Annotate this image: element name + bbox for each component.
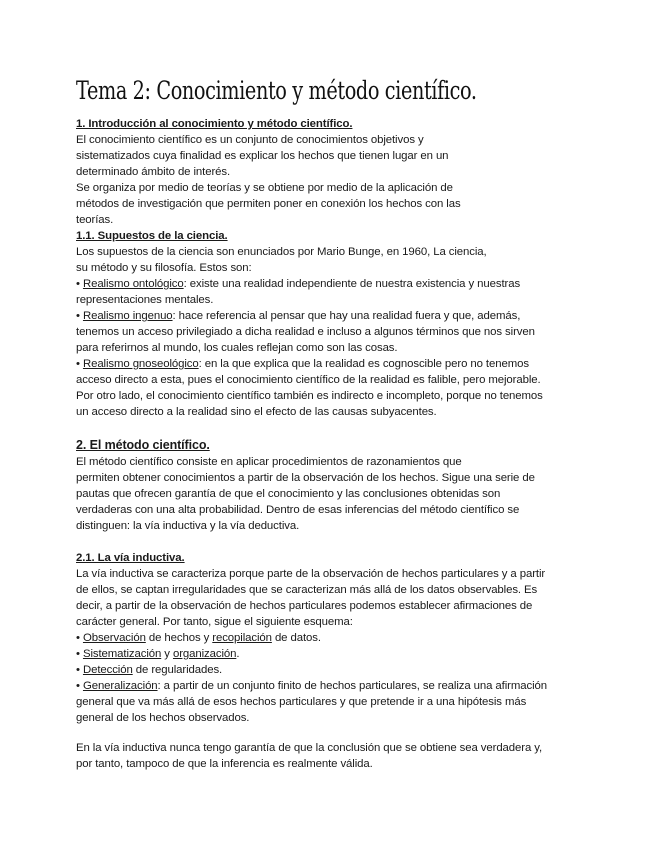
term-deteccion: Detección <box>82 664 133 676</box>
bullet-observacion: • Observación de hechos y recopilación de datos. <box>76 632 321 644</box>
term-realismo-ontologico: Realismo ontológico <box>82 278 184 290</box>
term-generalizacion: Generalización <box>82 680 158 692</box>
paragraph-line: pautas que ofrecen garantía de que el conocimiento y las conclusiones obtenidas son <box>76 488 501 500</box>
spacer <box>76 726 576 740</box>
bullet-marker: • <box>76 358 83 370</box>
paragraph-line: su método y su filosofía. Estos son: <box>76 262 252 274</box>
section-1-heading: 1. Introducción al conocimiento y método científico. <box>76 118 353 130</box>
paragraph-line: El método científico consiste en aplicar procedimientos de razonamientos que <box>76 456 462 468</box>
bullet-marker: • <box>76 680 83 692</box>
paragraph-line: de ellos, se captan irregularidades que se caracterizan más allá de los datos observables. Es <box>76 584 538 596</box>
paragraph-line: En la vía inductiva nunca tengo garantía de que la conclusión que se obtiene sea verdadera y, <box>76 742 543 754</box>
bullet-marker: • <box>76 664 83 676</box>
paragraph-line: un acceso directo a la realidad sino el efecto de las causas subyacentes. <box>76 406 437 418</box>
paragraph-line: sistematizados cuya finalidad es explicar los hechos que tienen lugar en un <box>76 150 449 162</box>
paragraph-line: carácter general. Por tanto, sigue el siguiente esquema: <box>76 616 353 628</box>
term-observacion: Observación <box>82 632 146 644</box>
section-2-heading: 2. El método científico. <box>76 438 210 452</box>
paragraph-line: tenemos un acceso privilegiado a dicha realidad e incluso a algunos términos que nos sirven <box>76 326 535 338</box>
spacer <box>76 534 576 550</box>
bullet-sistematizacion: • Sistematización y organización. <box>76 648 240 660</box>
term-realismo-gnoseologico: Realismo gnoseológico <box>82 358 199 370</box>
term-realismo-ingenuo: Realismo ingenuo <box>82 310 173 322</box>
document-body <box>76 116 576 772</box>
bullet-marker: • <box>76 278 83 290</box>
bullet-marker: • <box>76 632 83 644</box>
paragraph-line: general de los hechos observados. <box>76 712 250 724</box>
paragraph-line: teorías. <box>76 214 114 226</box>
bullet-deteccion: • Detección de regularidades. <box>76 664 223 676</box>
paragraph-line: Por otro lado, el conocimiento científico también es indirecto e incompleto, porque no tenemos <box>76 390 543 402</box>
paragraph-line: métodos de investigación que permiten poner en conexión los hechos con las <box>76 198 461 210</box>
bullet-marker: • <box>76 648 83 660</box>
paragraph-line: representaciones mentales. <box>76 294 214 306</box>
paragraph-line: acceso directo a esta, pues el conocimiento científico de la realidad es falible, pero mejorable. <box>76 374 541 386</box>
paragraph-line: Se organiza por medio de teorías y se obtiene por medio de la aplicación de <box>76 182 453 194</box>
bullet-realismo-ingenuo: • Realismo ingenuo: hace referencia al pensar que hay una realidad fuera y que, además, <box>76 310 521 322</box>
term-organizacion: organización <box>172 648 237 660</box>
paragraph-line: general que va más allá de esos hechos particulares y que pretende ir a una hipótesis más <box>76 696 527 708</box>
paragraph-line: permiten obtener conocimientos a partir de la observación de los hechos. Sigue una serie de <box>76 472 535 484</box>
paragraph-line: determinado ámbito de interés. <box>76 166 231 178</box>
paragraph-line: El conocimiento científico es un conjunto de conocimientos objetivos y <box>76 134 424 146</box>
spacer <box>76 420 576 436</box>
section-2-1-heading: 2.1. La vía inductiva. <box>76 552 185 564</box>
section-1-1-heading: 1.1. Supuestos de la ciencia. <box>76 230 228 242</box>
term-sistematizacion: Sistematización <box>82 648 162 660</box>
term-recopilacion: recopilación <box>212 632 272 644</box>
paragraph-line: La vía inductiva se caracteriza porque parte de la observación de hechos particulares y a partir <box>76 568 546 580</box>
bullet-generalizacion: • Generalización: a partir de un conjunto finito de hechos particulares, se realiza una afirmación <box>76 680 547 692</box>
paragraph-line: para referirnos al mundo, los cuales reflejan como son las cosas. <box>76 342 398 354</box>
document-title: Tema 2: Conocimiento y método científico. <box>76 76 477 105</box>
bullet-realismo-ontologico: • Realismo ontológico: existe una realidad independiente de nuestra existencia y nuestras <box>76 278 521 290</box>
paragraph-line: decir, a partir de la observación de hechos particulares podemos establecer afirmaciones de <box>76 600 533 612</box>
paragraph-line: distinguen: la vía inductiva y la vía deductiva. <box>76 520 300 532</box>
paragraph-line: Los supuestos de la ciencia son enunciados por Mario Bunge, en 1960, La ciencia, <box>76 246 487 258</box>
bullet-marker: • <box>76 310 83 322</box>
paragraph-line: por tanto, tampoco de que la inferencia es realmente válida. <box>76 758 373 770</box>
paragraph-line: verdaderas con una alta probabilidad. Dentro de esas inferencias del método científico se <box>76 504 520 516</box>
bullet-realismo-gnoseologico: • Realismo gnoseológico: en la que explica que la realidad es cognoscible pero no tenemos <box>76 358 529 370</box>
